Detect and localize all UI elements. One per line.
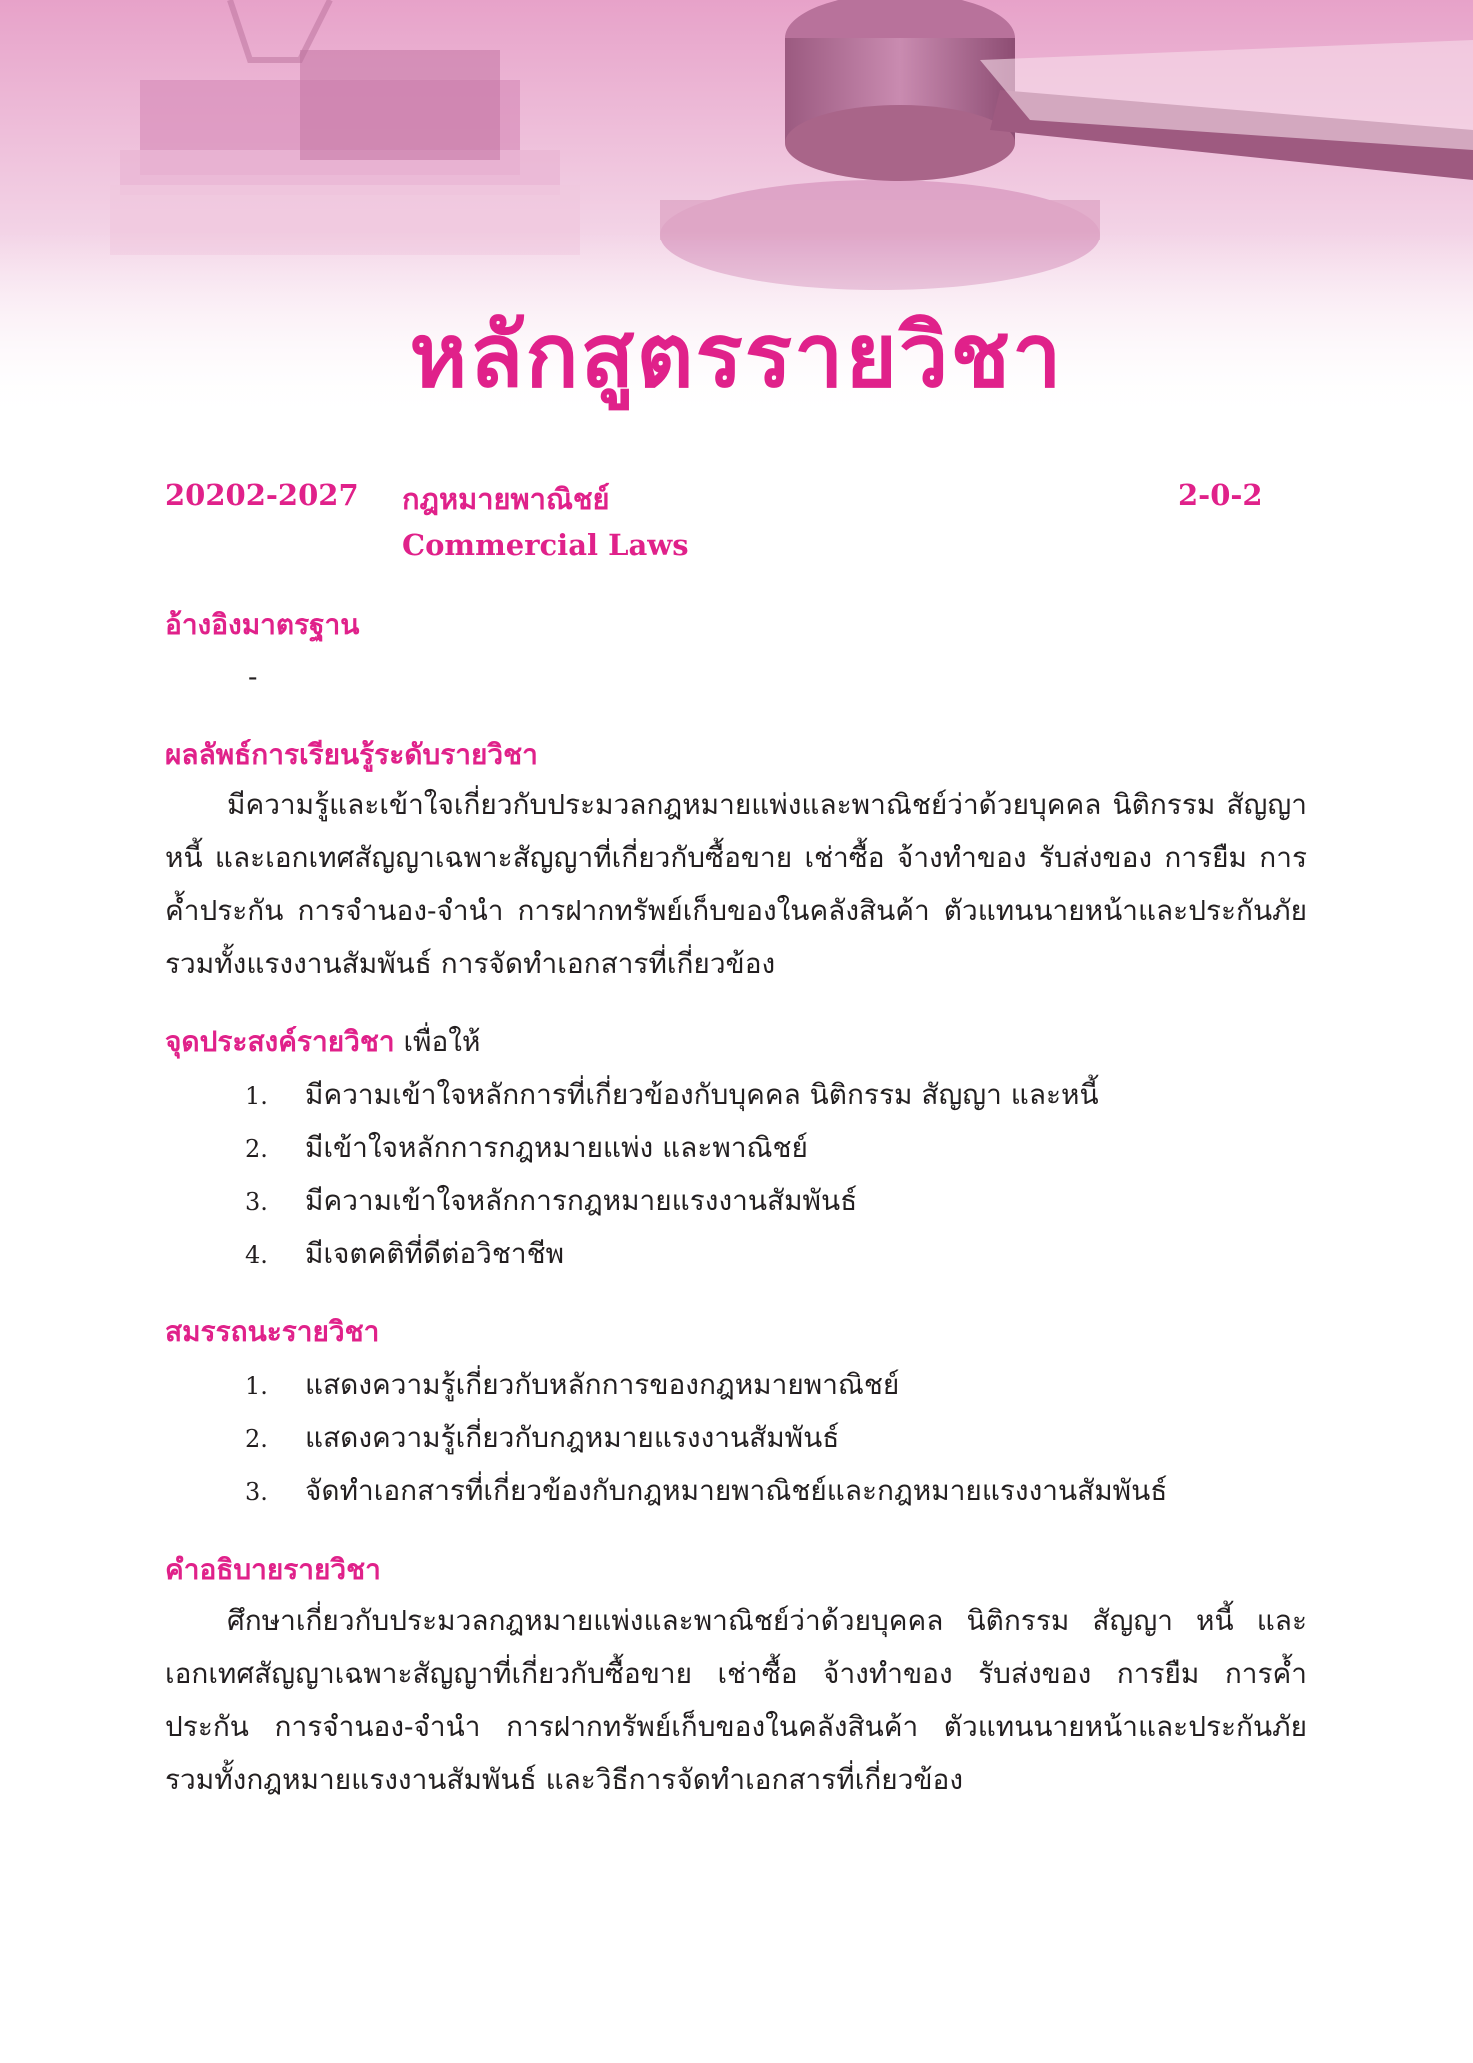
list-item: 3. จัดทำเอกสารที่เกี่ยวข้องกับกฎหมายพาณิชย์และกฎหมายแรงงานสัมพันธ์ xyxy=(245,1474,1168,1507)
course-name-thai: กฎหมายพาณิชย์ xyxy=(402,482,610,516)
standards-heading: อ้างอิงมาตรฐาน xyxy=(165,608,360,641)
course-code: 20202-2027 xyxy=(165,478,359,512)
course-name-english: Commercial Laws xyxy=(402,528,689,562)
list-item: 4. มีเจตคติที่ดีต่อวิชาชีพ xyxy=(245,1237,565,1270)
objectives-list xyxy=(245,1068,1099,1280)
learning-outcome-heading: ผลลัพธ์การเรียนรู้ระดับรายวิชา xyxy=(165,738,538,771)
standards-value: - xyxy=(248,660,258,693)
list-item: 3. มีความเข้าใจหลักการกฎหมายแรงงานสัมพันธ์ xyxy=(245,1184,858,1217)
competencies-heading: สมรรถนะรายวิชา xyxy=(165,1315,380,1348)
learning-outcome-text: มีความรู้และเข้าใจเกี่ยวกับประมวลกฎหมายแพ่งและพาณิชย์ว่าด้วยบุคคล นิติกรรม สัญญา หนี้ และเอกเทศสัญญาเฉพาะสัญญาที่เกี่ยวกับซื้อขาย เช่าซื้อ จ้างทำของ รับส่งของ การยืม การค้ำประกัน การจำนอง-จำนำ การฝากทรัพย์เก็บของในคลังสินค้า ตัวแทนนายหน้าและประกันภัย รวมทั้งแรงงานสัมพันธ์ การจัดทำเอกสารที่เกี่ยวข้อง xyxy=(165,788,1307,980)
competencies-list xyxy=(245,1358,1167,1517)
list-item: 1. แสดงความรู้เกี่ยวกับหลักการของกฎหมายพาณิชย์ xyxy=(245,1368,900,1401)
objectives-heading-suffix: เพื่อให้ xyxy=(394,1025,481,1058)
page-title: หลักสูตรรายวิชา xyxy=(409,304,1064,407)
objectives-heading: จุดประสงค์รายวิชา เพื่อให้ xyxy=(165,1025,481,1058)
description-heading: คำอธิบายรายวิชา xyxy=(165,1553,381,1586)
description-text: ศึกษาเกี่ยวกับประมวลกฎหมายแพ่งและพาณิชย์ว่าด้วยบุคคล นิติกรรม สัญญา หนี้ และเอกเทศสัญญาเฉพาะสัญญาที่เกี่ยวกับซื้อขาย เช่าซื้อ จ้างทำของ รับส่งของ การยืม การค้ำประกัน การจำนอง-จำนำ การฝากทรัพย์เก็บของในคลังสินค้า ตัวแทนนายหน้าและประกันภัย รวมทั้งกฎหมายแรงงานสัมพันธ์ และวิธีการจัดทำเอกสารที่เกี่ยวข้อง xyxy=(165,1604,1307,1796)
course-credits: 2-0-2 xyxy=(1178,478,1263,512)
list-item: 2. แสดงความรู้เกี่ยวกับกฎหมายแรงงานสัมพันธ์ xyxy=(245,1421,840,1454)
list-item: 2. มีเข้าใจหลักการกฎหมายแพ่ง และพาณิชย์ xyxy=(245,1131,808,1164)
list-item: 1. มีความเข้าใจหลักการที่เกี่ยวข้องกับบุคคล นิติกรรม สัญญา และหนี้ xyxy=(245,1078,1099,1111)
